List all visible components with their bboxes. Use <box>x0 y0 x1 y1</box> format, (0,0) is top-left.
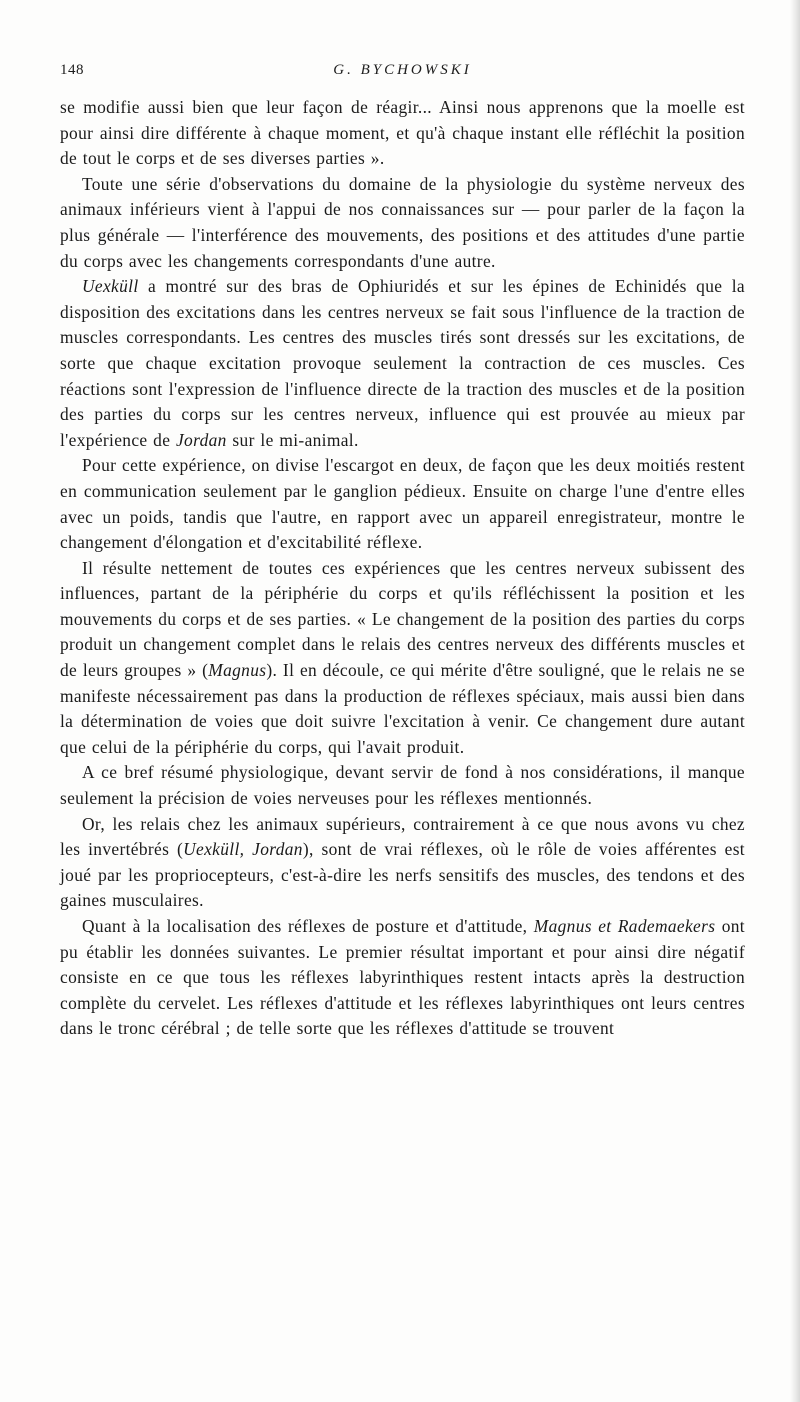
paragraph-text: sur le mi-animal. <box>226 429 359 450</box>
paragraph-7 <box>60 812 745 914</box>
paragraph-6 <box>60 760 745 811</box>
paragraph-2 <box>60 172 745 274</box>
paragraph-text: ont pu établir les données suivantes. Le premier résultat important et pour ainsi dire négatif consiste en ce que tous les réflexes labyrinthiques restent intacts après la destruction complète du cervelet. Les réflexes d'attitude et les réflexes labyrinthiques ont leurs centres dans le tronc cérébral ; de telle sorte que les réflexes d'attitude se trouvent <box>60 916 745 1039</box>
cited-author: Jordan <box>175 429 227 450</box>
paragraph-3 <box>60 274 745 453</box>
page-edge <box>790 0 800 1402</box>
page-number: 148 <box>60 62 84 78</box>
paragraph-text: a montré sur des bras de Ophiuridés et sur les épines de Echinidés que la disposition des excitations dans les centres nerveux se fait sous l'influence de la traction de muscles correspondants. Les centres des muscles tirés sont dressés sur les excitations, de sorte que chaque excitation provoque seulement la contraction de ces muscles. Ces réactions sont l'expression de l'influence directe de la traction des muscles et de la position des parties du corps sur les centres nerveux, influence qui est prouvée au mieux par l'expérience de <box>60 276 745 450</box>
running-title: G. BYCHOWSKI <box>333 62 472 78</box>
paragraph-text: Pour cette expérience, on divise l'escargot en deux, de façon que les deux moitiés restent en communication seulement par le ganglion pédieux. Ensuite on charge l'une d'entre elles avec un poids, tandis que l'autre, en rapport avec un appareil enregistrateur, montre le changement d'élongation et d'excitabilité réflexe. <box>60 455 745 553</box>
cited-author: Uexküll, Jordan <box>183 839 303 860</box>
paragraph-text: ). Il en découle, ce qui mérite d'être souligné, que le relais ne se manifeste nécessairement pas dans la production de réflexes spéciaux, mais aussi bien dans la détermination de voies que doit suivre l'excitation à venir. Ce changement dure autant que celui de la périphérie du corps, qui l'avait produit. <box>60 660 745 757</box>
paragraph-5 <box>60 556 745 761</box>
paragraph-text: A ce bref résumé physiologique, devant servir de fond à nos considérations, il manque seulement la précision de voies nerveuses pour les réflexes mentionnés. <box>60 762 745 809</box>
paragraph-text: Il résulte nettement de toutes ces expériences que les centres nerveux subissent des influences, partant de la périphérie du corps et qu'ils réfléchissent la position et les mouvements du corps et de ses parties. « Le changement de la position des parties du corps produit un changement complet dans le relais des centres nerveux des différents muscles et de leurs groupes » ( <box>60 557 745 681</box>
paragraph-8 <box>60 914 745 1042</box>
paragraph-text: Quant à la localisation des réflexes de posture et d'attitude, <box>82 916 534 936</box>
paragraph-1 <box>60 95 745 172</box>
paragraph-text: Or, les relais chez les animaux supérieurs, contrairement à ce que nous avons vu chez les invertébrés ( <box>60 813 745 860</box>
cited-author: Uexküll <box>82 276 139 297</box>
paragraph-4 <box>60 453 745 555</box>
cited-author: Magnus et Rademaekers <box>533 916 716 936</box>
body-text <box>60 95 745 1042</box>
paragraph-text: Toute une série d'observations du domaine de la physiologie du système nerveux des animaux inférieurs vient à l'appui de nos connaissances sur — pour parler de la façon la plus générale — l'interférence des mouvements, des positions et des attitudes d'une partie du corps avec les changements correspondants d'une autre. <box>60 173 745 271</box>
cited-author: Magnus <box>208 660 267 681</box>
running-head <box>60 62 745 86</box>
paragraph-text: ), sont de vrai réflexes, où le rôle de voies afférentes est joué par les propriocepteurs, c'est-à-dire les nerfs sensitifs des muscles, des tendons et des gaines musculaires. <box>60 839 745 911</box>
paragraph-text: se modifie aussi bien que leur façon de réagir... Ainsi nous apprenons que la moelle est pour ainsi dire différente à chaque moment, et qu'à chaque instant elle réfléchit la position de tout le corps et de ses diverses parties ». <box>60 97 745 169</box>
